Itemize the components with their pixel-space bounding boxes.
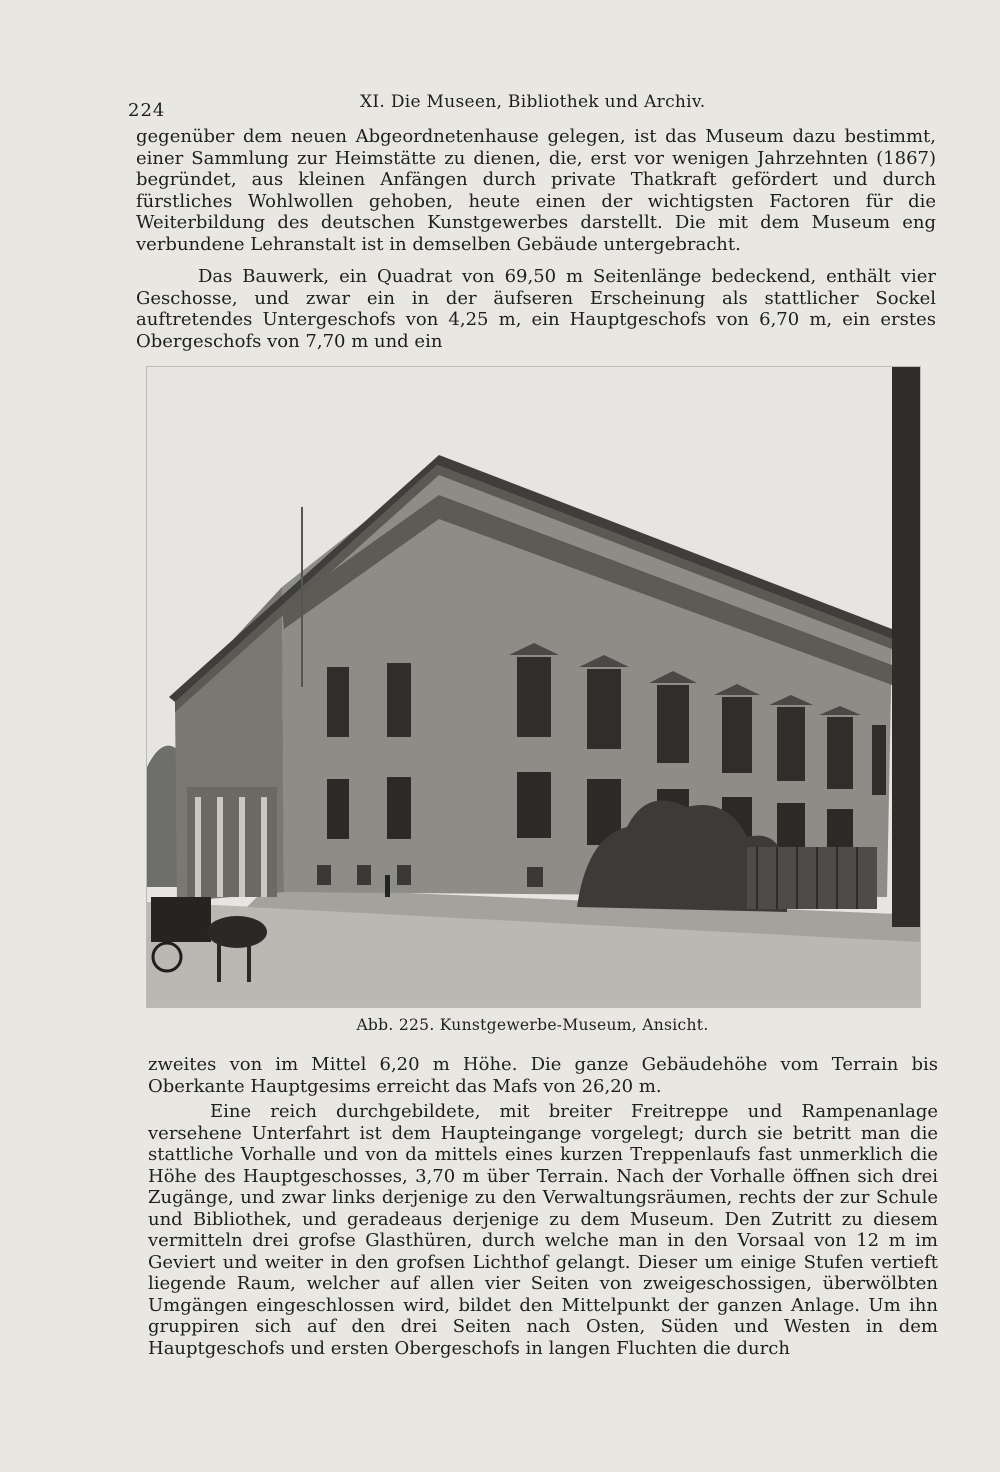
running-title: XI. Die Museen, Bibliothek und Archiv. [360, 92, 706, 112]
paragraph-3: zweites von im Mittel 6,20 m Höhe. Die ganze Gebäudehöhe vom Terrain bis Oberkante Hauptgesims erreicht das Mafs von 26,20 m. [148, 1054, 938, 1097]
page-header [128, 92, 940, 122]
museum-photograph [146, 366, 921, 1008]
page-number: 224 [128, 100, 166, 121]
paragraph-4: Eine reich durchgebildete, mit breiter Freitreppe und Rampenanlage versehene Unterfahrt ist dem Haupteingange vorgelegt; durch sie betritt man die stattliche Vorhalle und von da mittels eines kurzen Treppenlaufs fast unmerklich die Höhe des Hauptgeschosses, 3,70 m über Terrain. Nach der Vorhalle öffnen sich drei Zugänge, und zwar links derjenige zu den Verwaltungsräumen, rechts der zur Schule und Bibliothek, und geradeaus derjenige zu dem Museum. Den Zutritt zu diesem vermitteln drei grofse Glasthüren, durch welche man in den Vorsaal von 12 m im Geviert und weiter in den grofsen Lichthof gelangt. Dieser um einige Stufen vertieft liegende Raum, welcher auf allen vier Seiten von zweigeschossigen, überwölbten Umgängen eingeschlossen wird, bildet den Mittelpunkt der ganzen Anlage. Um ihn gruppiren sich auf den drei Seiten nach Osten, Süden und Westen in dem Hauptgeschofs und ersten Obergeschofs in langen Fluchten die durch [148, 1101, 938, 1359]
paragraph-1: gegenüber dem neuen Abgeordnetenhause gelegen, ist das Museum dazu bestimmt, einer Sammlung zur Heimstätte zu dienen, die, erst vor wenigen Jahrzehnten (1867) begründet, aus kleinen Anfängen durch private Thatkraft gefördert und durch fürstliches Wohlwollen gehoben, heute einen der wichtigsten Factoren für die Weiterbildung des deutschen Kunstgewerbes darstellt. Die mit dem Museum eng verbundene Lehranstalt ist in demselben Gebäude untergebracht. [136, 126, 936, 255]
paragraph-2: Das Bauwerk, ein Quadrat von 69,50 m Seitenlänge bedeckend, enthält vier Geschosse, und zwar ein in der äufseren Erscheinung als stattlicher Sockel auftretendes Untergeschofs von 4,25 m, ein Hauptgeschofs von 6,70 m, ein erstes Obergeschofs von 7,70 m und ein [136, 266, 936, 352]
figure-caption: Abb. 225. Kunstgewerbe-Museum, Ansicht. [356, 1016, 709, 1034]
